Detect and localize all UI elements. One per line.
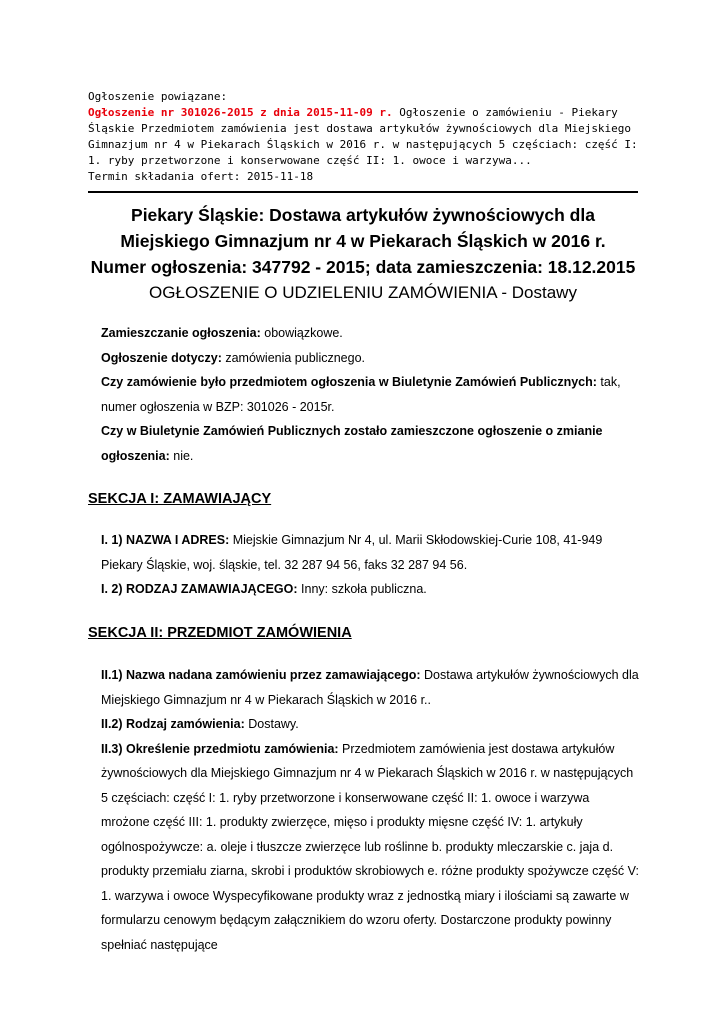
- section-2: [101, 663, 641, 957]
- contracting-name-value: Miejskie Gimnazjum Nr 4, ul. Marii Skłodowskiej-Curie 108, 41-949 Piekary Śląskie, woj. śląskie, tel. 32 287 94 56, faks 32 287 94 56.: [101, 533, 603, 572]
- order-subject-value: Przedmiotem zamówienia jest dostawa artykułów żywnościowych dla Miejskiego Gimnazjum nr 4 w Piekarach Śląskich w 2016 r. w następujących 5 częściach: część I: 1. ryby przetworzone i konserwowane część II: 1. owoce i warzywa mrożone część III: 1. produkty zwierzęce, mięso i produkty mięsne część IV: 1. artykuły ogólnospożywcze: a. oleje i tłuszcze zwierzęce lub roślinne b. produkty mleczarskie c. jaja d. produkty przemiału ziarna, skrobi i produktów skrobiowych e. różne produkty spożywcze część V: 1. warzywa i owoce Wyspecyfikowane produkty wraz z jednostką miary i ilościami są zawarte w formularzu cenowym będącym załącznikiem do wzoru oferty. Dostarczone produkty powinny spełniać następujące: [101, 741, 639, 952]
- concerns-value: zamówienia publicznego.: [221, 350, 365, 365]
- bzp-row: [101, 370, 631, 419]
- order-name-row: [101, 663, 641, 712]
- change-row: [101, 419, 631, 468]
- order-type-label: II.2) Rodzaj zamówienia:: [101, 717, 245, 731]
- order-name-label: II.1) Nazwa nadana zamówieniu przez zamawiającego:: [101, 668, 421, 682]
- order-subject-label: II.3) Określenie przedmiotu zamówienia:: [101, 741, 339, 756]
- order-subject-row: [101, 737, 641, 958]
- order-type-row: [101, 712, 641, 737]
- change-label: Czy w Biuletynie Zamówień Publicznych zostało zamieszczone ogłoszenie o zmianie ogłoszenia:: [101, 424, 603, 463]
- divider: [88, 191, 638, 193]
- related-notice-text: Ogłoszenie o zamówieniu - Piekary Śląskie Przedmiotem zamówienia jest dostawa artykułów żywnościowych dla Miejskiego Gimnazjum nr 4 w Piekarach Śląskich w 2016 r. w następujących 5 częściach: część I: 1. ryby przetworzone i konserwowane część II: 1. owoce i warzywa...: [88, 106, 638, 167]
- contracting-name-row: [101, 528, 641, 577]
- section-1-heading: SEKCJA I: ZAMAWIAJĄCY: [88, 491, 272, 507]
- notice-subtitle: OGŁOSZENIE O UDZIELENIU ZAMÓWIENIA - Dostawy: [149, 283, 577, 302]
- bzp-value: tak, numer ogłoszenia w BZP: 301026 - 2015r.: [101, 375, 621, 414]
- title-line-2: Miejskiego Gimnazjum nr 4 w Piekarach Śląskich w 2016 r.: [120, 231, 606, 251]
- publication-label: Zamieszczanie ogłoszenia:: [101, 326, 261, 340]
- bzp-label: Czy zamówienie było przedmiotem ogłoszenia w Biuletynie Zamówień Publicznych:: [101, 375, 597, 389]
- section-2-heading: SEKCJA II: PRZEDMIOT ZAMÓWIENIA: [88, 625, 352, 641]
- related-notice-link[interactable]: Ogłoszenie nr 301026-2015 z dnia 2015-11-09 r.: [88, 106, 393, 119]
- publication-row: [101, 321, 631, 346]
- offer-deadline: Termin składania ofert: 2015-11-18: [88, 170, 314, 183]
- related-label: Ogłoszenie powiązane:: [88, 90, 228, 103]
- change-value: nie.: [169, 448, 194, 463]
- concerns-row: [101, 346, 631, 371]
- order-name-value: Dostawa artykułów żywnościowych dla Miejskiego Gimnazjum nr 4 w Piekarach Śląskich w 2016 r..: [101, 668, 639, 707]
- contracting-name-label: I. 1) NAZWA I ADRES:: [101, 533, 230, 547]
- related-body: [88, 105, 648, 169]
- concerns-label: Ogłoszenie dotyczy:: [101, 350, 222, 365]
- contracting-type-row: [101, 577, 641, 602]
- section-1: [101, 528, 641, 602]
- title-line-1: Piekary Śląskie: Dostawa artykułów żywnościowych dla: [131, 205, 595, 225]
- intro-section: [101, 321, 631, 468]
- publication-value: obowiązkowe.: [260, 326, 343, 340]
- contracting-type-value: Inny: szkoła publiczna.: [297, 582, 427, 596]
- order-type-value: Dostawy.: [244, 717, 299, 731]
- related-notice: [88, 89, 648, 185]
- title-line-3: Numer ogłoszenia: 347792 - 2015; data zamieszczenia: 18.12.2015: [90, 257, 636, 277]
- contracting-type-label: I. 2) RODZAJ ZAMAWIAJĄCEGO:: [101, 582, 298, 596]
- notice-title: [88, 202, 638, 306]
